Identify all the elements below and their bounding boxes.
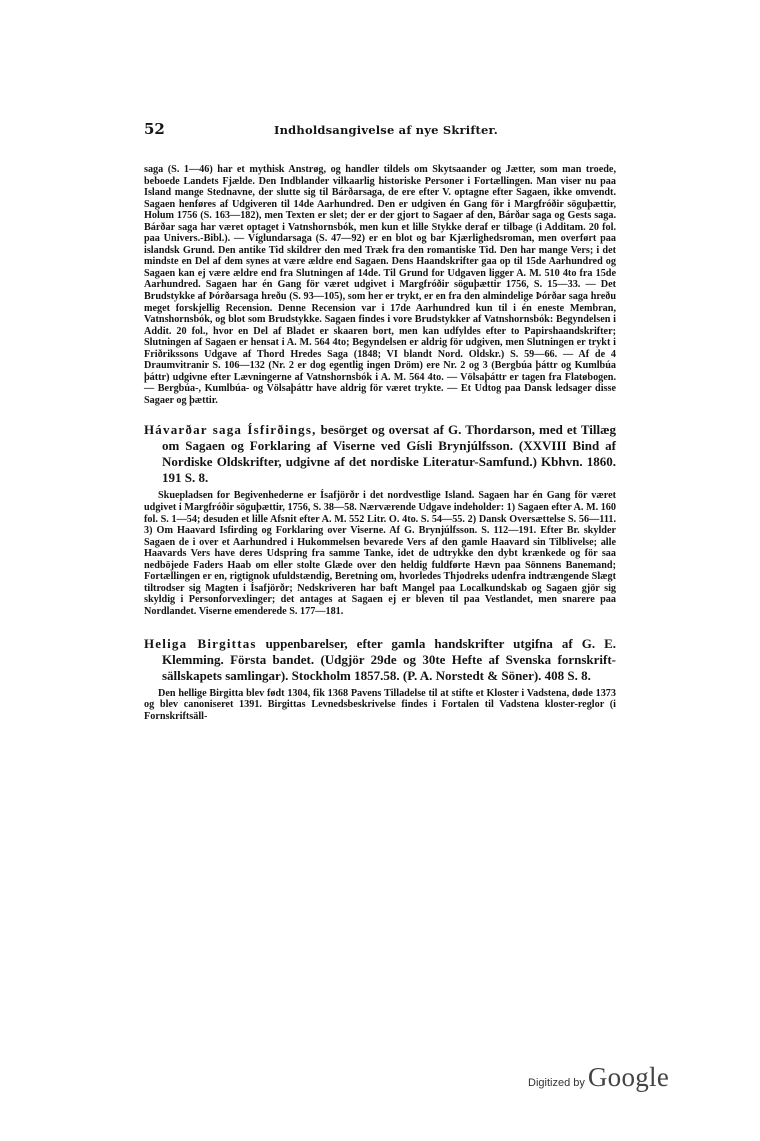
google-logo: Google [587, 1062, 670, 1092]
body-paragraph: saga (S. 1—46) har et mythisk Anstrøg, og handler tildels om Skytsaander og Jætter, som man troede, beboede Landets Fjælde. Den Indblander vilkaarlig historiske Personer i Fortællingen. Man viser nu paa Island mange Stednavne, der slutte sig til Bárðarsaga, de ere efter V. optagne efter Sagaen, ikke omvendt. Sagaen henføres af Udgiveren til 14de Aarhundred. Den er udgiven én Gang för i Margfróðir söguþættir, Holum 1756 (S. 163—182), men Texten er slet; der er der gjort to Sagaer af den, Bárðar saga og Gests saga. Bárðar saga har været optaget i Vatnshornsbók, men kun et lille Stykke deraf er tilbage (i Additam. 20 fol. paa Univers.-Bibl.). — Víglundarsaga (S. 47—92) er en blot og bar Kjærlighedsroman, men overført paa islandsk Grund. Den antike Tid skildrer den med Træk fra den romantiske Tid. Den har mange Vers; i det mindste en Del af dem synes at være ældre end Sagaen. Dens Haandskrifter gaa op til 15de Aarhundred og Sagaen kan ej være ældre end fra Slutningen af 14de. Til Grund for Udgaven ligger A. M. 510 4to fra 15de Aarhundred. Sagaen har én Gang för været udgivet i Margfróðir söguþættir 1756, S. 15—33. — Det Brudstykke af Þórðarsaga hreðu (S. 93—105), som her er trykt, er en fra den almindelige Þórðar saga hreðu meget forskjellig Recension. Denne Recension var i 17de Aarhundred kun til i én eneste Membran, Vatnshornsbók, og blot som Brudstykke. Sagaen findes i vore Brudstykker af Vatnshornsbók: Begyndelsen i Addit. 20 fol., hvor en Del af Bladet er skaaren bort, men kan udfyldes efter to Papirshaandskrifter; Slutningen af Sagaen er hensat i A. M. 564 4to; Begyndelsen er aldrig för udgiven, men Slutningen er trykt i Friðrikssons Udgave af Thord Hredes Saga (1848; VI blandt Nord. Oldskr.) S. 59—66. — Af de 4 Draumvitranir S. 106—132 (Nr. 2 er dog egentlig ingen Dröm) ere Nr. 2 og 3 (Bergbúa þáttr og Kumlbúa þáttr) udgivne efter Lævningerne af Vatnshornsbók i A. M. 564 4to. — Völsaþáttr er tagen fra Flatøbogen. — Bergbúa-, Kumlbúa- og Völsaþáttr have aldrig för været trykte. — Et Udtog paa Dansk ledsager disse Sagaer og þættir. [144, 164, 616, 406]
page-number: 52 [144, 120, 165, 138]
entry-title-rest: uppenbarelser, efter gamla handskrifter utgifna af G. E. Klemming. Första bandet. (Udgjör 29de og 30te Hefte af Svenska fornskrift-sällskapets samlingar). Stockholm 1857.58. (P. A. Norstedt & Söner). 408 S. 8. [162, 635, 616, 683]
running-head: Indholdsangivelse af nye Skrifter. [274, 123, 498, 137]
book-page [144, 120, 616, 722]
digitized-by-google [528, 1062, 669, 1093]
entry-title-name: Heliga Birgittas [144, 635, 257, 651]
entry-body-birgitta: Den hellige Birgitta blev født 1304, fik 1368 Pavens Tilladelse til at stifte et Kloster i Vadstena, døde 1373 og blev canoniseret 1391. Birgittas Levnedsbeskrivelse findes i Fortalen til Vadstena kloster-reglor (i Fornskriftsäll- [144, 687, 616, 722]
entry-body-havardar: Skuepladsen for Begivenhederne er Ísafjörðr i det nordvestlige Island. Sagaen har én Gang för været udgivet i Margfróðir söguþættir, 1756, S. 38—58. Nærværende Udgave indeholder: 1) Sagaen efter A. M. 160 fol. S. 1—54; desuden et lille Afsnit efter A. M. 552 Litr. O. 4to. S. 54—55. 2) Dansk Oversættelse S. 56—111. 3) Om Haavard Isfirding og Forklaring over Viserne. Af G. Brynjúlfsson. S. 112—191. Efter Br. skylder Sagaen de i over et Aarhundred i Hukommelsen bevarede Vers af den gamle Haavard sin Tilblivelse; alle Haavards Vers have deres Udspring fra samme Tanke, idet de udtrykke den dybt krænkede og för saa nedböjede Faders Haab om eller stolte Glæde over den heldig fuldførte Hævn paa Sönnens Banemand; Fortællingen er en, rigtignok ufuldstændig, Beretning om, hvorledes Thjodreks udenfra indtrængende Slægt tiltrodser sig Magten i Ísafjörðr; Nedskriveren har baft Mangel paa Localkundskab og Sagaen gjör sig skyldig i Personforvexlinger; det antages at Sagaen ej er bleven til paa Vestlandet, men snarere paa Nordlandet. Viserne emenderede S. 177—181. [144, 490, 616, 617]
page-header [144, 120, 616, 146]
entry-title-name: Hávarðar saga Ísfirðings, [144, 422, 317, 438]
entry-heading-havardar [144, 422, 616, 486]
entry-heading-birgitta [144, 636, 616, 684]
entry-title-rest: besörget og oversat af G. Thordarson, med et Tillæg om Sagaen og Forklaring af Viserne ved Gísli Brynjúlfsson. (XXVIII Bind af Nordiske Oldskrifter, udgivne af det nordiske Literatur-Samfund.) Kbhvn. 1860. 191 S. 8. [162, 422, 616, 486]
digitized-by-label: Digitized by [528, 1077, 585, 1089]
